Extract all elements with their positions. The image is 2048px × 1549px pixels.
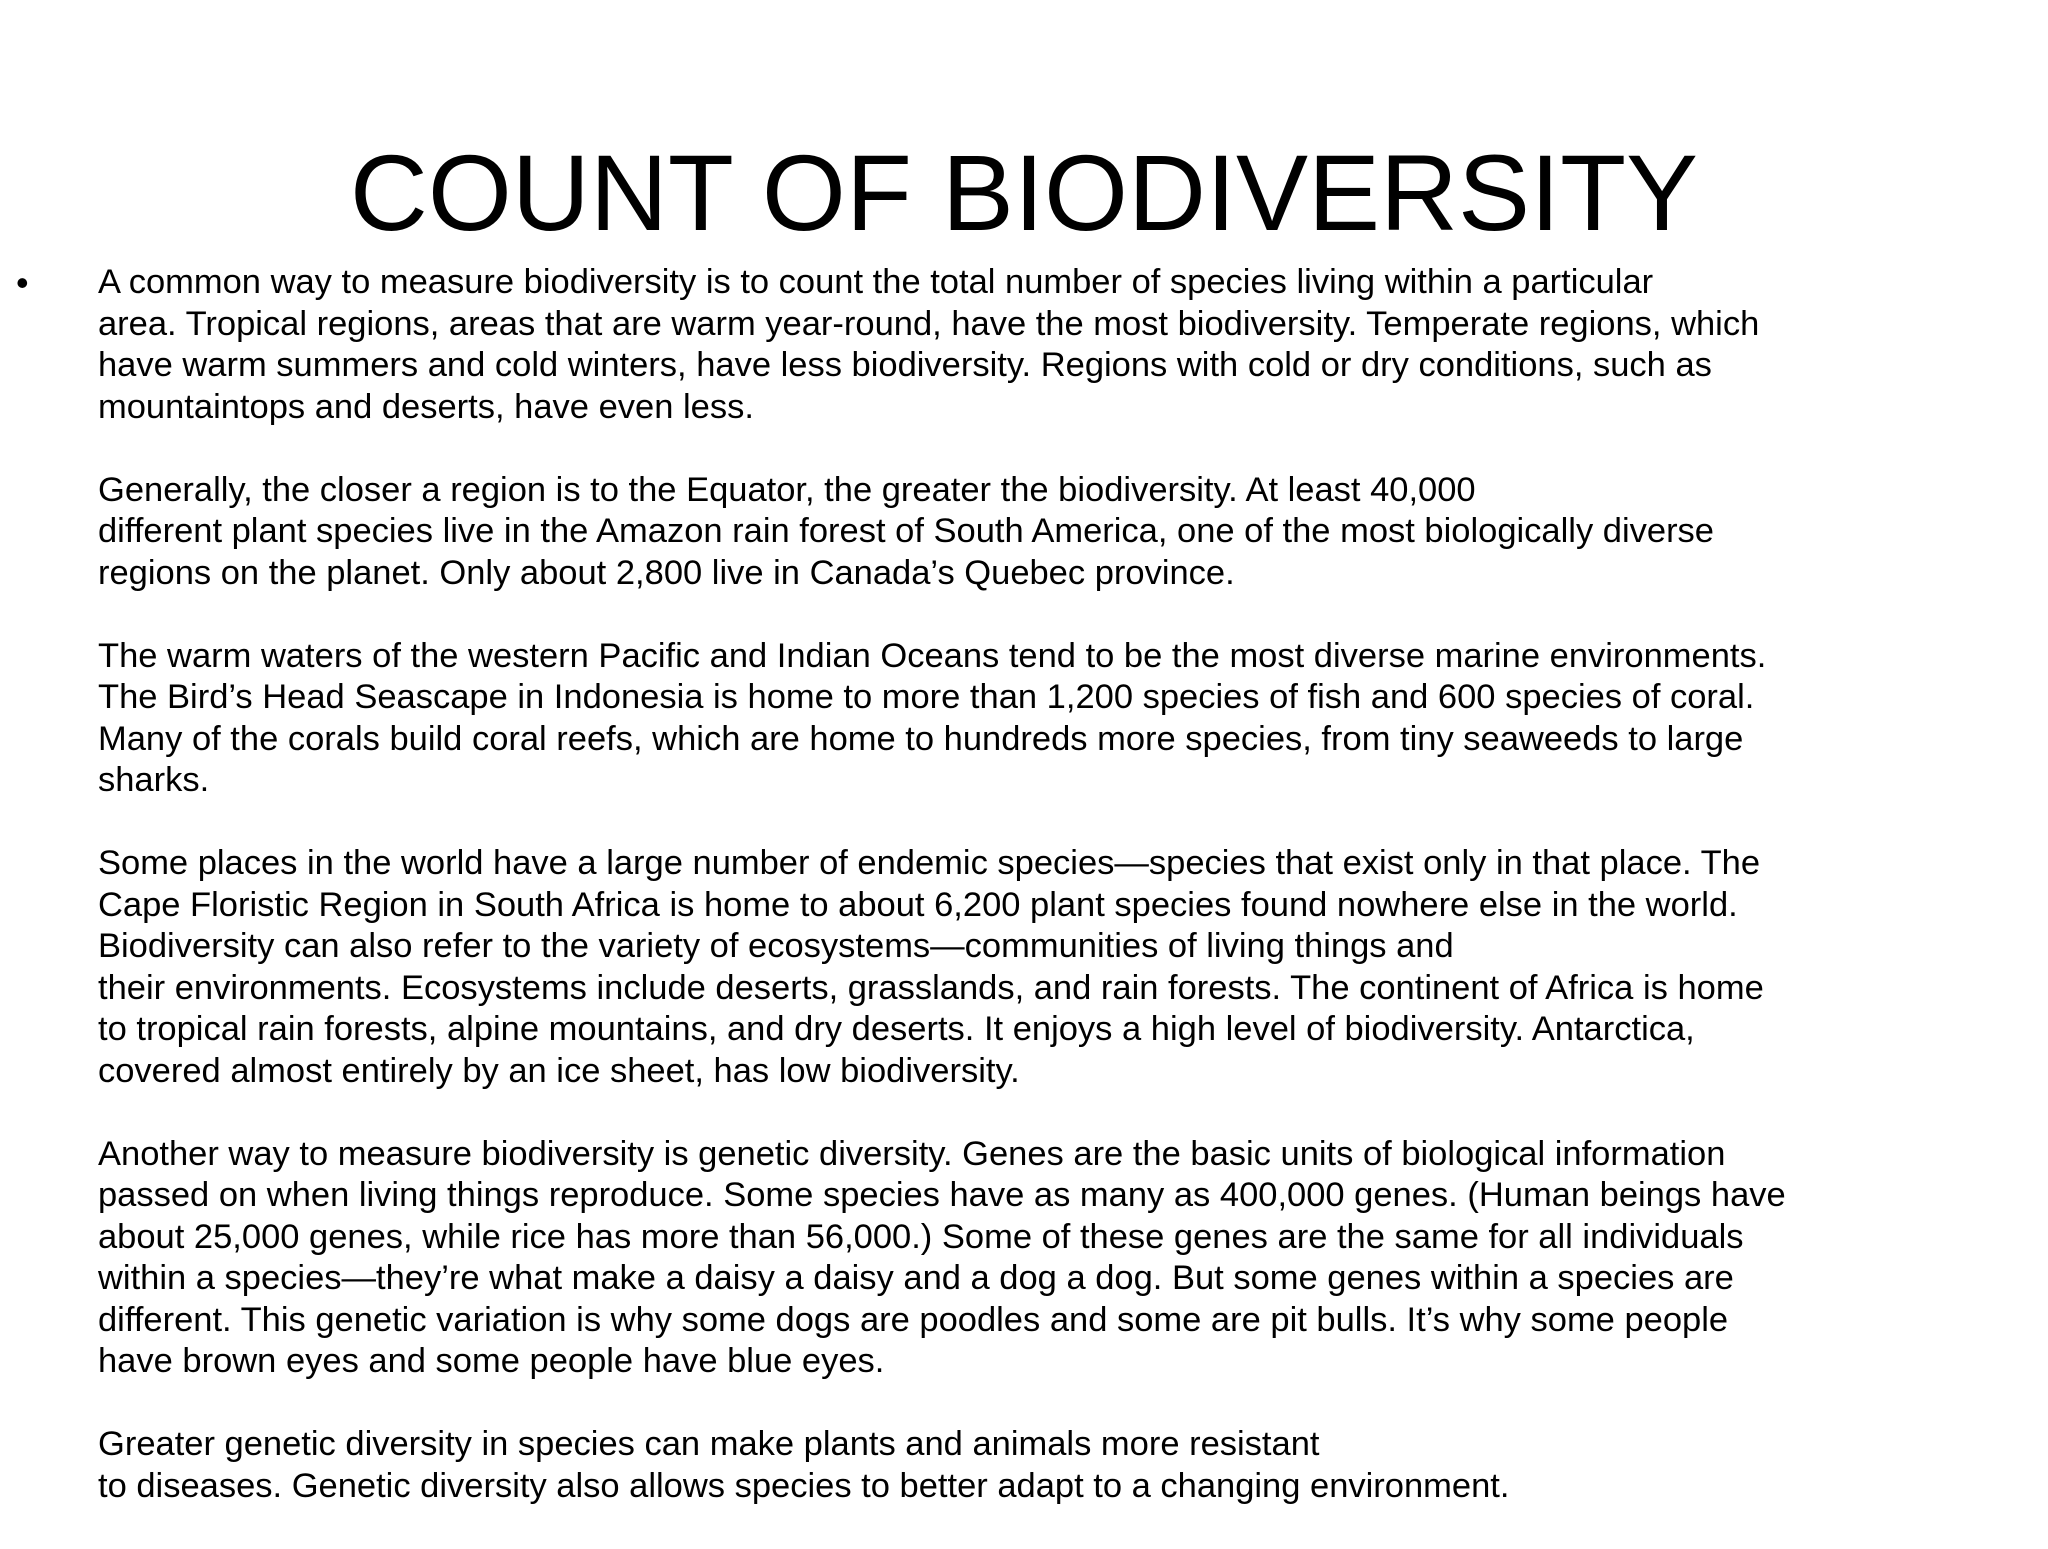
text-line: Greater genetic diversity in species can make plants and animals more resistant: [98, 1425, 1320, 1463]
text-line: sharks.: [98, 761, 210, 799]
paragraph-endemic: [98, 843, 2038, 1092]
text-line: Biodiversity can also refer to the variety of ecosystems—communities of living things and: [98, 927, 1454, 965]
paragraph-marine: [98, 636, 2038, 802]
slide-title: COUNT OF BIODIVERSITY: [349, 132, 1699, 253]
text-line: A common way to measure biodiversity is to count the total number of species living within a particular: [98, 263, 1654, 301]
text-line: mountaintops and deserts, have even less.: [98, 387, 754, 426]
text-line: The warm waters of the western Pacific and Indian Oceans tend to be the most diverse marine environments.: [98, 636, 1767, 675]
text-line: to diseases. Genetic diversity also allows species to better adapt to a changing environment.: [98, 1466, 1510, 1505]
text-line: Generally, the closer a region is to the Equator, the greater the biodiversity. At least 40,000: [98, 470, 1476, 509]
text-line: The Bird’s Head Seascape in Indonesia is home to more than 1,200 species of fish and 600 species of coral.: [98, 678, 1755, 716]
text-line: Another way to measure biodiversity is genetic diversity. Genes are the basic units of biological information: [98, 1134, 1726, 1173]
paragraph-equator: [98, 470, 2038, 595]
text-line: their environments. Ecosystems include deserts, grasslands, and rain forests. The continent of Africa is home: [98, 968, 1764, 1007]
text-line: about 25,000 genes, while rice has more than 56,000.) Some of these genes are the same for all individuals: [98, 1217, 1744, 1256]
text-line: to tropical rain forests, alpine mountains, and dry deserts. It enjoys a high level of biodiversity. Antarctica,: [98, 1010, 1695, 1048]
text-line: area. Tropical regions, areas that are warm year-round, have the most biodiversity. Temperate regions, which: [98, 304, 1760, 343]
paragraph-resistance: [98, 1424, 2038, 1507]
slide-body: [98, 262, 2038, 1549]
paragraph-species-count: [98, 262, 2038, 428]
text-line: passed on when living things reproduce. Some species have as many as 400,000 genes. (Human beings have: [98, 1176, 1786, 1214]
text-line: Some places in the world have a large number of endemic species—species that exist only in that place. The: [98, 844, 1761, 882]
paragraph-genetic: [98, 1134, 2038, 1383]
text-line: different. This genetic variation is why some dogs are poodles and some are pit bulls. It’s why some people: [98, 1300, 1729, 1339]
text-line: Cape Floristic Region in South Africa is home to about 6,200 plant species found nowhere else in the world.: [98, 885, 1738, 924]
text-line: covered almost entirely by an ice sheet, has low biodiversity.: [98, 1051, 1020, 1090]
text-line: Many of the corals build coral reefs, which are home to hundreds more species, from tiny seaweeds to large: [98, 719, 1744, 758]
bullet-marker: •: [16, 262, 29, 303]
text-line: have warm summers and cold winters, have less biodiversity. Regions with cold or dry conditions, such as: [98, 346, 1712, 384]
text-line: different plant species live in the Amazon rain forest of South America, one of the most biologically diverse: [98, 512, 1714, 550]
text-line: regions on the planet. Only about 2,800 live in Canada’s Quebec province.: [98, 553, 1235, 592]
text-line: have brown eyes and some people have blue eyes.: [98, 1342, 885, 1380]
text-line: within a species—they’re what make a daisy a daisy and a dog a dog. But some genes within a species are: [98, 1259, 1734, 1297]
